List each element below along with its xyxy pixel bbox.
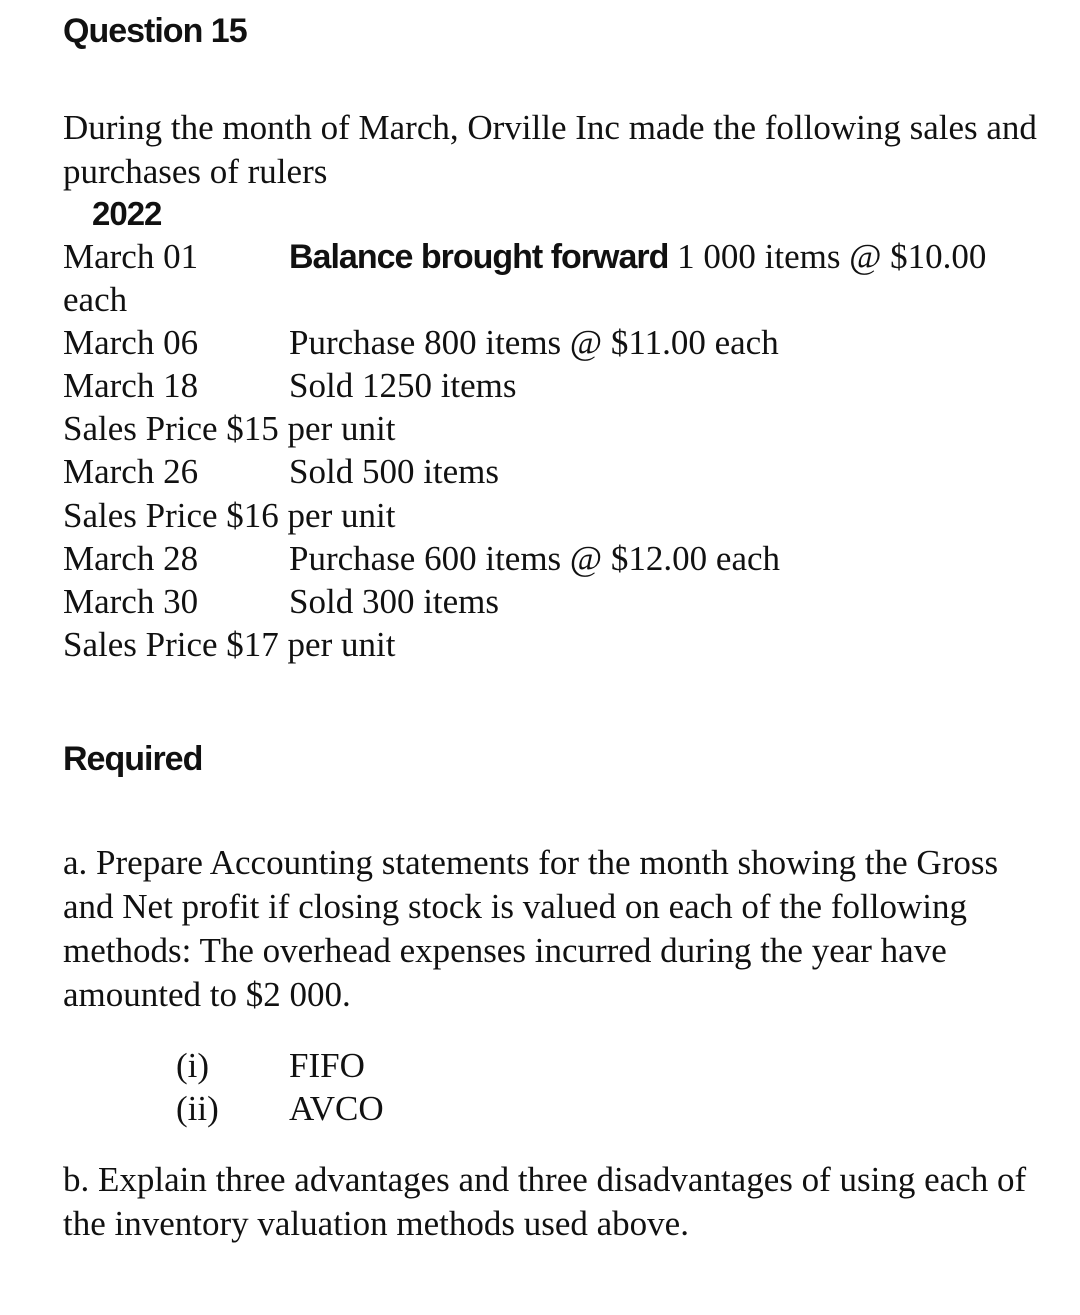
entry-date: March 01 bbox=[63, 237, 199, 276]
entry-description: Sold 300 items bbox=[289, 582, 500, 621]
sales-price-note: Sales Price $16 per unit bbox=[63, 496, 396, 535]
required-heading: Required bbox=[63, 740, 203, 778]
method-number: (ii) bbox=[176, 1089, 219, 1128]
part-a-text: a. Prepare Accounting statements for the month showing the Gross and Net profit if closing stock is valued on each of the following methods: The overhead expenses incurred during the year have amounted to $2 000. bbox=[63, 843, 999, 1014]
entry-description: Purchase 800 items @ $11.00 each bbox=[289, 323, 779, 362]
entry-date: March 26 bbox=[63, 452, 199, 491]
entry-date: March 28 bbox=[63, 539, 199, 578]
entry-description: Purchase 600 items @ $12.00 each bbox=[289, 539, 781, 578]
intro-paragraph: During the month of March, Orville Inc made the following sales and purchases of rulers bbox=[63, 108, 1037, 191]
question-title: Question 15 bbox=[63, 12, 247, 50]
entry-date: March 30 bbox=[63, 582, 199, 621]
entry-date: March 18 bbox=[63, 366, 199, 405]
part-b-text: b. Explain three advantages and three disadvantages of using each of the inventory valuation methods used above. bbox=[63, 1160, 1027, 1243]
year-heading: 2022 bbox=[92, 195, 162, 232]
method-number: (i) bbox=[176, 1046, 210, 1085]
entry-description: Sold 500 items bbox=[289, 452, 500, 491]
entry-description: Sold 1250 items bbox=[289, 366, 517, 405]
balance-detail: 1 000 items @ $10.00 bbox=[668, 237, 987, 276]
sales-price-note: Sales Price $15 per unit bbox=[63, 409, 396, 448]
sales-price-note: Sales Price $17 per unit bbox=[63, 625, 396, 664]
entry-wrap-text: each bbox=[63, 280, 128, 319]
method-name: FIFO bbox=[289, 1046, 365, 1085]
entry-description bbox=[289, 235, 986, 279]
entry-date: March 06 bbox=[63, 323, 199, 362]
balance-label: Balance brought forward bbox=[289, 238, 669, 276]
method-name: AVCO bbox=[289, 1089, 384, 1128]
